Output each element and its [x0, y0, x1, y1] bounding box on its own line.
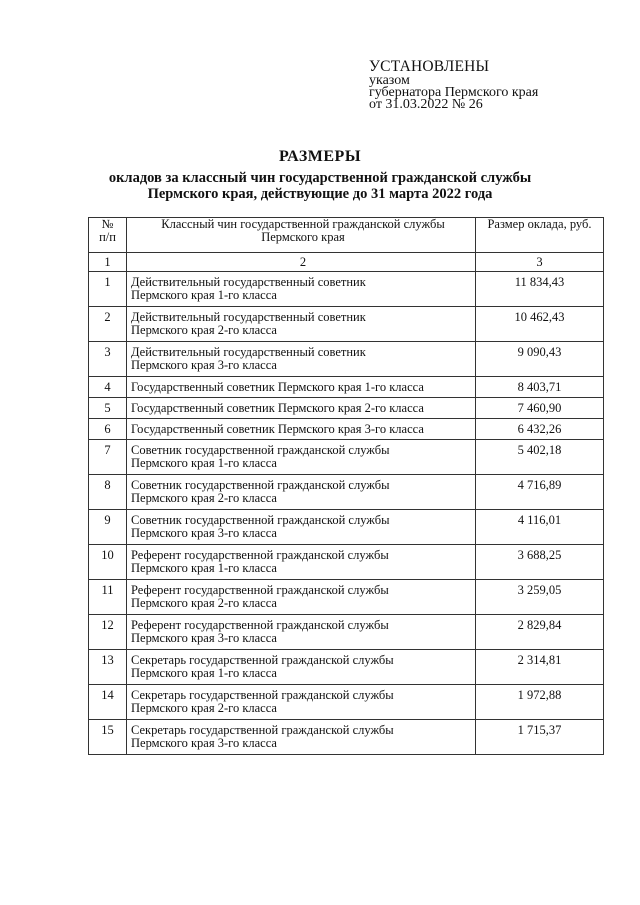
row-rank-text: [131, 615, 475, 645]
row-rank-text: [131, 650, 475, 680]
row-salary-amount: [476, 475, 604, 510]
table-row: [89, 650, 604, 685]
row-rank-line-2: Пермского края 2-го класса: [131, 323, 277, 337]
row-salary-amount-text: 5 402,18: [517, 443, 562, 457]
row-number-text: 1: [104, 275, 111, 289]
row-salary-amount: [476, 377, 604, 398]
row-number-text: 12: [101, 618, 114, 632]
row-rank-line-1: Действительный государственный советник: [131, 345, 366, 359]
row-salary-amount: [476, 342, 604, 377]
row-rank-text: [131, 377, 475, 397]
row-number: [89, 475, 127, 510]
table-row: [89, 307, 604, 342]
row-rank-text: [131, 398, 475, 418]
row-rank-line-2: Пермского края 1-го класса: [131, 561, 277, 575]
row-rank-text: [131, 545, 475, 575]
header-amount-cell: Размер оклада, руб.: [476, 218, 604, 253]
row-rank: [127, 307, 476, 342]
row-salary-amount: [476, 419, 604, 440]
row-number-text: 4: [104, 380, 111, 394]
salary-table-body: [89, 218, 604, 755]
column-number-2: 2: [127, 253, 476, 272]
row-rank: [127, 342, 476, 377]
row-salary-amount-text: 8 403,71: [517, 380, 562, 394]
row-rank-line-1: Советник государственной гражданской службы: [131, 443, 390, 457]
row-number-text: 6: [104, 422, 111, 436]
document-subtitle: [0, 170, 640, 202]
header-number-cell: [89, 218, 127, 253]
subtitle-line-2: Пермского края, действующие до 31 марта 2022 года: [147, 186, 493, 202]
row-rank-line-1: Государственный советник Пермского края 3-го класса: [131, 422, 424, 436]
table-row: [89, 419, 604, 440]
row-salary-amount-text: 6 432,26: [517, 422, 562, 436]
row-salary-amount-text: 4 716,89: [517, 478, 562, 492]
row-rank-line-1: Советник государственной гражданской службы: [131, 478, 390, 492]
row-salary-amount-text: 3 688,25: [517, 548, 562, 562]
table-header-row: [89, 218, 604, 253]
row-number-text: 3: [104, 345, 111, 359]
row-rank-text: [131, 272, 475, 302]
table-row: [89, 475, 604, 510]
approval-decree: указом: [369, 73, 410, 88]
row-number-text: 11: [101, 583, 114, 597]
row-number: [89, 307, 127, 342]
row-rank-text: [131, 685, 475, 715]
row-number: [89, 685, 127, 720]
approval-stamp: [369, 58, 629, 111]
header-number-sign: №: [101, 217, 114, 231]
table-row: [89, 440, 604, 475]
row-number-text: 15: [101, 723, 114, 737]
row-rank: [127, 580, 476, 615]
row-number-text: 13: [101, 653, 114, 667]
header-rank-line-2: Пермского края: [261, 230, 345, 244]
row-number: [89, 377, 127, 398]
row-salary-amount: [476, 720, 604, 755]
salary-table: [88, 217, 604, 755]
row-salary-amount: [476, 510, 604, 545]
row-salary-amount-text: 2 314,81: [517, 653, 562, 667]
table-row: [89, 580, 604, 615]
row-rank: [127, 615, 476, 650]
row-rank-line-1: Действительный государственный советник: [131, 310, 366, 324]
document-title: РАЗМЕРЫ: [278, 148, 362, 165]
row-salary-amount: [476, 272, 604, 307]
row-number-text: 7: [104, 443, 111, 457]
row-number: [89, 510, 127, 545]
row-rank-line-1: Референт государственной гражданской службы: [131, 583, 389, 597]
row-rank: [127, 545, 476, 580]
row-rank: [127, 685, 476, 720]
row-rank-line-2: Пермского края 1-го класса: [131, 666, 277, 680]
table-row: [89, 398, 604, 419]
row-rank-line-1: Референт государственной гражданской службы: [131, 548, 389, 562]
row-rank: [127, 440, 476, 475]
row-salary-amount-text: 1 715,37: [517, 723, 562, 737]
row-number-text: 10: [101, 548, 114, 562]
row-rank: [127, 720, 476, 755]
row-rank-text: [131, 307, 475, 337]
row-rank: [127, 377, 476, 398]
table-row: [89, 615, 604, 650]
header-number-abbr: п/п: [99, 230, 116, 244]
row-number: [89, 398, 127, 419]
row-number: [89, 720, 127, 755]
row-number: [89, 272, 127, 307]
column-number-1: 1: [89, 253, 127, 272]
row-rank-line-2: Пермского края 3-го класса: [131, 736, 277, 750]
row-rank: [127, 419, 476, 440]
row-rank-line-1: Советник государственной гражданской службы: [131, 513, 390, 527]
subtitle-line-1: окладов за классный чин государственной гражданской службы: [108, 170, 532, 186]
row-number-text: 8: [104, 478, 111, 492]
row-rank-line-2: Пермского края 1-го класса: [131, 456, 277, 470]
row-rank-line-2: Пермского края 3-го класса: [131, 631, 277, 645]
table-row: [89, 342, 604, 377]
row-rank-line-1: Секретарь государственной гражданской службы: [131, 653, 394, 667]
row-rank-text: [131, 720, 475, 750]
approval-date-number: от 31.03.2022 № 26: [369, 97, 483, 112]
column-number-row: [89, 253, 604, 272]
row-number-text: 2: [104, 310, 111, 324]
row-salary-amount: [476, 650, 604, 685]
row-number: [89, 580, 127, 615]
approval-established: УСТАНОВЛЕНЫ: [369, 58, 490, 75]
row-number: [89, 650, 127, 685]
row-rank: [127, 272, 476, 307]
table-row: [89, 272, 604, 307]
row-rank-line-2: Пермского края 2-го класса: [131, 491, 277, 505]
table-row: [89, 545, 604, 580]
row-rank-text: [131, 342, 475, 372]
row-rank-text: [131, 580, 475, 610]
row-rank-text: [131, 510, 475, 540]
row-rank-line-1: Государственный советник Пермского края 2-го класса: [131, 401, 424, 415]
row-salary-amount-text: 11 834,43: [514, 275, 565, 289]
row-salary-amount-text: 9 090,43: [517, 345, 562, 359]
row-number-text: 14: [101, 688, 114, 702]
row-number: [89, 419, 127, 440]
row-salary-amount-text: 7 460,90: [517, 401, 562, 415]
row-rank-line-1: Государственный советник Пермского края 1-го класса: [131, 380, 424, 394]
row-rank: [127, 510, 476, 545]
table-row: [89, 510, 604, 545]
row-salary-amount-text: 2 829,84: [517, 618, 562, 632]
row-rank-line-2: Пермского края 3-го класса: [131, 526, 277, 540]
row-rank: [127, 398, 476, 419]
row-salary-amount: [476, 545, 604, 580]
header-rank-line-1: Классный чин государственной гражданской службы: [161, 217, 445, 231]
row-number: [89, 545, 127, 580]
row-number: [89, 615, 127, 650]
row-number-text: 5: [104, 401, 111, 415]
table-row: [89, 377, 604, 398]
row-salary-amount-text: 4 116,01: [517, 513, 562, 527]
row-salary-amount: [476, 685, 604, 720]
row-salary-amount-text: 1 972,88: [517, 688, 562, 702]
row-salary-amount-text: 10 462,43: [514, 310, 565, 324]
row-number: [89, 342, 127, 377]
table-row: [89, 685, 604, 720]
row-rank: [127, 475, 476, 510]
row-number: [89, 440, 127, 475]
column-number-3: 3: [476, 253, 604, 272]
row-salary-amount: [476, 307, 604, 342]
row-salary-amount: [476, 440, 604, 475]
row-rank-text: [131, 419, 475, 439]
row-rank-line-2: Пермского края 1-го класса: [131, 288, 277, 302]
row-rank-line-2: Пермского края 3-го класса: [131, 358, 277, 372]
row-rank-line-1: Секретарь государственной гражданской службы: [131, 688, 394, 702]
row-rank-line-1: Секретарь государственной гражданской службы: [131, 723, 394, 737]
approval-governor: губернатора Пермского края: [369, 85, 539, 100]
row-rank-line-2: Пермского края 2-го класса: [131, 596, 277, 610]
row-salary-amount: [476, 398, 604, 419]
row-rank-line-1: Референт государственной гражданской службы: [131, 618, 389, 632]
row-rank-line-2: Пермского края 2-го класса: [131, 701, 277, 715]
header-rank-cell: [127, 218, 476, 253]
row-rank: [127, 650, 476, 685]
row-salary-amount: [476, 615, 604, 650]
row-rank-text: [131, 475, 475, 505]
row-salary-amount: [476, 580, 604, 615]
row-number-text: 9: [104, 513, 111, 527]
row-salary-amount-text: 3 259,05: [517, 583, 562, 597]
row-rank-line-1: Действительный государственный советник: [131, 275, 366, 289]
row-rank-text: [131, 440, 475, 470]
table-row: [89, 720, 604, 755]
